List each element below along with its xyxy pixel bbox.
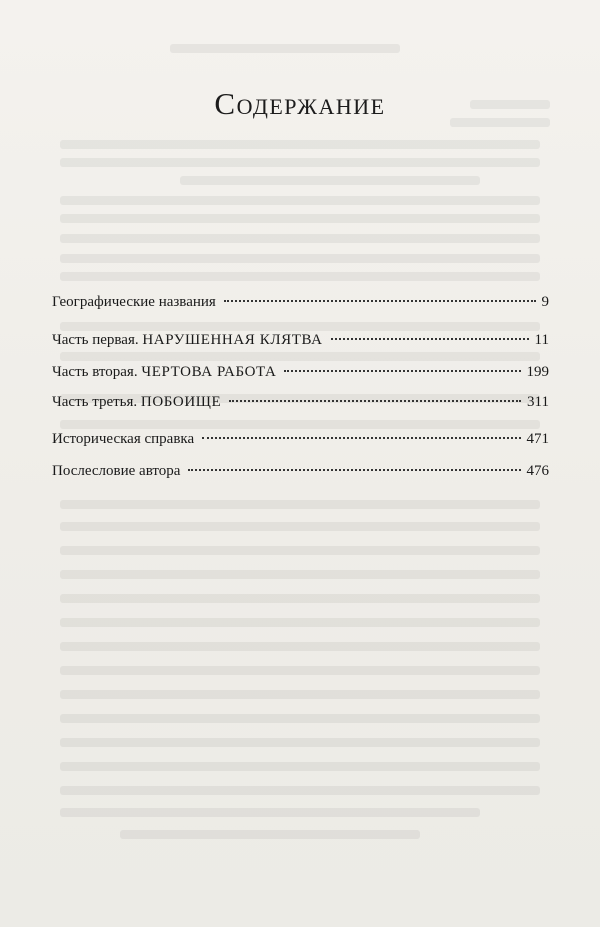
toc-page-number: 471 (526, 431, 549, 447)
dot-leader (188, 469, 520, 471)
toc-entry-geographic-names[interactable] (52, 290, 549, 314)
toc-entry-label: Часть вторая. (52, 364, 142, 380)
toc-entry-label: Послесловие автора (52, 463, 181, 479)
toc-entry-title (52, 328, 327, 352)
toc-entry-label: Географические названия (52, 294, 216, 310)
dot-leader (284, 370, 520, 372)
toc-entry-title (52, 459, 184, 483)
toc-entry-part-three[interactable] (52, 390, 549, 414)
toc-entry-historical-note[interactable] (52, 427, 549, 451)
toc-entry-label: Часть первая. (52, 332, 143, 348)
toc-page-number: 199 (526, 364, 549, 380)
toc-page-number: 311 (527, 394, 549, 410)
toc-page-number: 11 (534, 332, 549, 348)
toc-entry-title (52, 290, 220, 314)
toc-entry-part-title: ПОБОИЩЕ (140, 394, 222, 410)
toc-entry-title (52, 360, 280, 384)
page-title: Содержание (214, 86, 386, 121)
toc-entry-part-two[interactable] (52, 360, 549, 384)
dot-leader (331, 338, 529, 340)
toc-entry-label: Историческая справка (52, 431, 195, 447)
toc-page-number: 9 (541, 294, 549, 310)
toc-entry-title (52, 427, 198, 451)
dot-leader (229, 400, 521, 402)
dot-leader (224, 300, 536, 302)
toc-entry-title (52, 390, 225, 414)
toc-entry-label: Часть третья. (52, 394, 141, 410)
toc-entry-part-title: НАРУШЕННАЯ КЛЯТВА (142, 332, 323, 348)
toc-entry-part-one[interactable] (52, 328, 549, 352)
toc-entry-afterword[interactable] (52, 459, 549, 483)
toc-page-number: 476 (526, 463, 549, 479)
dot-leader (202, 437, 520, 439)
toc-entry-part-title: ЧЕРТОВА РАБОТА (141, 364, 277, 380)
